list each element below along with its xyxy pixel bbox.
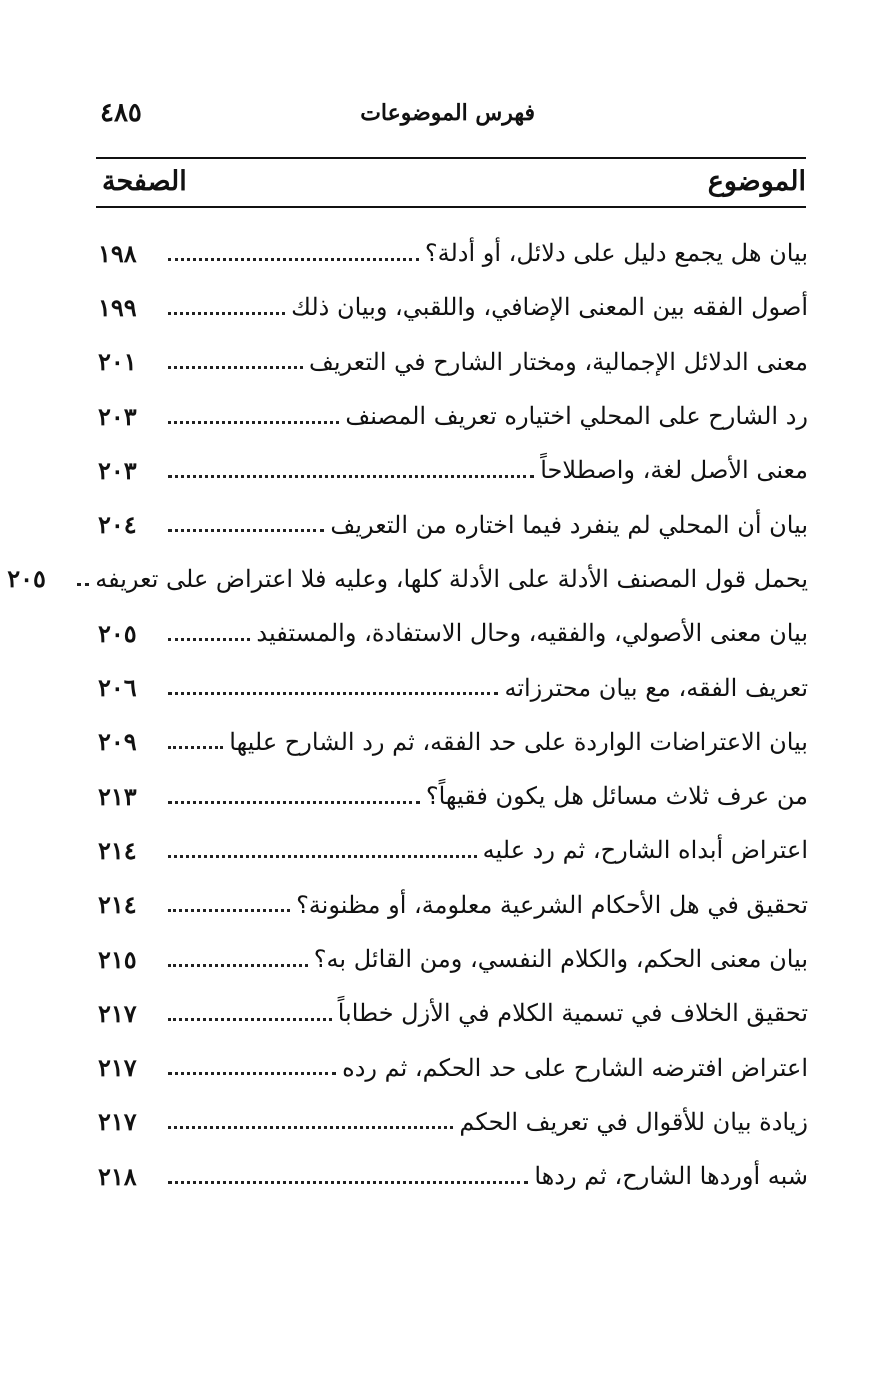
- toc-entry-text: اعتراض أبداه الشارح، ثم رد عليه: [482, 836, 808, 865]
- running-header: [96, 96, 805, 136]
- toc-entry-page: ٢١٧: [98, 1053, 137, 1083]
- toc-entry-page: ٢٠٦: [98, 673, 137, 703]
- toc-entry-text: معنى الدلائل الإجمالية، ومختار الشارح في التعريف: [308, 347, 808, 376]
- toc-entry-page: ٢٠٤: [98, 510, 137, 540]
- dot-leader: [168, 909, 290, 912]
- toc-entry: [98, 389, 808, 443]
- dot-leader: [168, 1072, 336, 1075]
- toc-entry-page: ٢١٧: [98, 998, 137, 1028]
- toc-entry-page: ٢٠٥: [7, 564, 46, 594]
- toc-entry: [98, 497, 808, 551]
- toc-entry-page: ٢٠٥: [98, 618, 137, 648]
- toc-entry-text: تحقيق في هل الأحكام الشرعية معلومة، أو مظنونة؟: [296, 890, 808, 919]
- toc-entry-page: ٢١٣: [98, 781, 137, 811]
- toc-entry: [98, 335, 808, 389]
- toc-entry: [98, 660, 808, 714]
- dot-leader: [168, 475, 534, 478]
- toc-entry-page: ٢٠٣: [98, 455, 137, 485]
- toc-entry: [98, 1040, 808, 1094]
- dot-leader: [168, 366, 303, 369]
- toc-entry-text: معنى الأصل لغة، واصطلاحاً: [540, 456, 808, 485]
- toc-entry: [98, 769, 808, 823]
- toc-entry: [98, 1149, 808, 1203]
- dot-leader: [168, 692, 498, 695]
- dot-leader: [168, 1181, 528, 1184]
- toc-entry: [98, 280, 808, 334]
- toc-entry-text: أصول الفقه بين المعنى الإضافي، واللقبي، وبيان ذلك: [291, 293, 808, 322]
- toc-entry: [98, 443, 808, 497]
- toc-entry-page: ٢١٤: [98, 835, 137, 865]
- toc-entry-text: من عرف ثلاث مسائل هل يكون فقيهاً؟: [425, 782, 808, 811]
- toc-entry: [98, 606, 808, 660]
- toc-entry: [98, 226, 808, 280]
- toc-entry-text: يحمل قول المصنف الأدلة على الأدلة كلها، وعليه فلا اعتراض على تعريفه: [95, 564, 808, 593]
- dot-leader: [168, 964, 308, 967]
- dot-leader: [168, 1126, 453, 1129]
- toc-entry-text: تحقيق الخلاف في تسمية الكلام في الأزل خطاباً: [337, 999, 808, 1028]
- toc-entry-page: ٢٠٩: [98, 727, 137, 757]
- toc-entry-text: تعريف الفقه، مع بيان محترزاته: [504, 673, 808, 702]
- toc-entry: [98, 932, 808, 986]
- dot-leader: [168, 638, 250, 641]
- header-rule-bottom: [96, 206, 806, 208]
- toc-entry-text: اعتراض افترضه الشارح على حد الحكم، ثم رده: [342, 1053, 808, 1082]
- toc-entry: [98, 878, 808, 932]
- toc-entry-page: ٢١٨: [98, 1161, 137, 1191]
- toc-entry-page: ٢٠٣: [98, 401, 137, 431]
- column-heading-topic: الموضوع: [707, 166, 806, 197]
- dot-leader: [168, 801, 420, 804]
- dot-leader: [168, 258, 419, 261]
- toc-entry-text: رد الشارح على المحلي اختياره تعريف المصنف: [345, 402, 808, 431]
- toc-entry: [98, 986, 808, 1040]
- toc-entry-text: شبه أوردها الشارح، ثم ردها: [534, 1162, 808, 1191]
- toc-entry: [98, 823, 808, 877]
- dot-leader: [168, 529, 324, 532]
- toc-entry-text: زيادة بيان للأقوال في تعريف الحكم: [459, 1107, 808, 1136]
- dot-leader: [168, 1018, 332, 1021]
- header-rule-top: [96, 157, 806, 159]
- running-title: فهرس الموضوعات: [360, 100, 535, 126]
- toc-entry: [98, 1095, 808, 1149]
- toc-entry: [98, 715, 808, 769]
- toc-entry-page: ٢١٥: [98, 944, 137, 974]
- toc-entry-text: بيان معنى الحكم، والكلام النفسي، ومن القائل به؟: [313, 945, 808, 973]
- page-number: ٤٨٥: [100, 98, 142, 128]
- toc-entry-page: ١٩٨: [98, 238, 137, 268]
- toc-entry-text: بيان هل يجمع دليل على دلائل، أو أدلة؟: [424, 239, 808, 268]
- toc-entry-text: بيان أن المحلي لم ينفرد فيما اختاره من التعريف: [330, 510, 808, 539]
- column-heading-page: الصفحة: [102, 166, 187, 197]
- column-headings: [96, 166, 806, 202]
- toc-entry-page: ٢٠١: [98, 347, 137, 377]
- toc-entry: [7, 552, 808, 606]
- dot-leader: [168, 312, 285, 315]
- toc-entry-page: ٢١٤: [98, 890, 137, 920]
- toc-entry-text: بيان الاعتراضات الواردة على حد الفقه، ثم رد الشارح عليها: [229, 727, 808, 756]
- dot-leader: [168, 855, 477, 858]
- toc-entry-text: بيان معنى الأصولي، والفقيه، وحال الاستفادة، والمستفيد: [256, 619, 808, 648]
- dot-leader: [168, 746, 223, 749]
- dot-leader: [77, 583, 89, 586]
- toc-list: [7, 226, 808, 1203]
- dot-leader: [168, 421, 339, 424]
- toc-entry-page: ٢١٧: [98, 1107, 137, 1137]
- toc-entry-page: ١٩٩: [98, 292, 137, 322]
